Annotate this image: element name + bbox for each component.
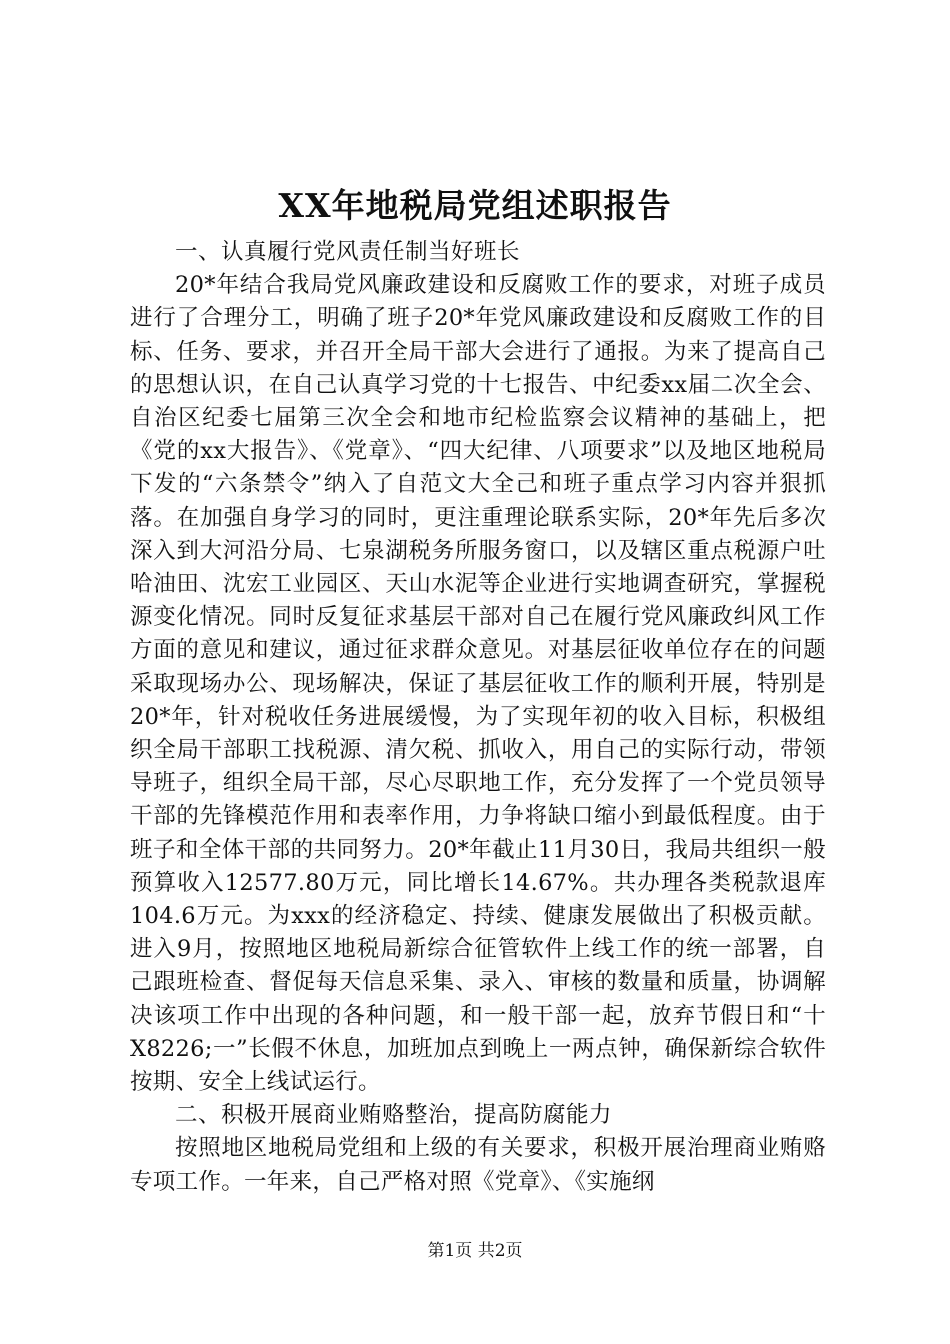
page-title: XX年地税局党组述职报告 <box>278 186 672 225</box>
paragraph-1: 20*年结合我局党风廉政建设和反腐败工作的要求，对班子成员进行了合理分工，明确了班子20*年党风廉政建设和反腐败工作的目标、任务、要求，并召开全局干部大会进行了通报。为来了提高自己的思想认识，在自己认真学习党的十七报告、中纪委xx届二次全会、自治区纪委七届第三次全会和地市纪检监察会议精神的基础上，把《党的xx大报告》、《党章》、“四大纪律、八项要求”以及地区地税局下发的“六条禁令”纳入了自范文大全己和班子重点学习内容并狠抓落。在加强自身学习的同时，更注重理论联系实际，20*年先后多次深入到大河沿分局、七泉湖税务所服务窗口，以及辖区重点税源户吐哈油田、沈宏工业园区、天山水泥等企业进行实地调查研究，掌握税源变化情况。同时反复征求基层干部对自己在履行党风廉政纠风工作方面的意见和建议，通过征求群众意见。对基层征收单位存在的问题采取现场办公、现场解决，保证了基层征收工作的顺利开展，特别是20*年，针对税收任务进展缓慢，为了实现年初的收入目标，积极组织全局干部职工找税源、清欠税、抓收入，用自己的实际行动，带领导班子，组织全局干部，尽心尽职地工作，充分发挥了一个党员领导干部的先锋模范作用和表率作用，力争将缺口缩小到最低程度。由于班子和全体干部的共同努力。20*年截止11月30日，我局共组织一般预算收入12577.80万元，同比增长14.67%。共办理各类税款退库104.6万元。为xxx的经济稳定、持续、健康发展做出了积极贡献。进入9月，按照地区地税局新综合征管软件上线工作的统一部署，自己跟班检查、督促每天信息采集、录入、审核的数量和质量，协调解决该项工作中出现的各种问题，和一般干部一起，放弃节假日和“十X8226;一”长假不休息，加班加点到晚上一两点钟，确保新综合软件按期、安全上线试运行。 <box>130 272 826 1096</box>
paragraph-2: 按照地区地税局党组和上级的有关要求，积极开展治理商业贿赂专项工作。一年来，自己严格对照《党章》、《实施纲 <box>130 1135 826 1195</box>
document-body <box>130 236 826 1199</box>
section-heading-2: 二、积极开展商业贿赂整治，提高防腐能力 <box>175 1102 613 1129</box>
page-footer: 第1页 共2页 <box>427 1241 523 1261</box>
section-heading-1: 一、认真履行党风责任制当好班长 <box>175 239 521 265</box>
